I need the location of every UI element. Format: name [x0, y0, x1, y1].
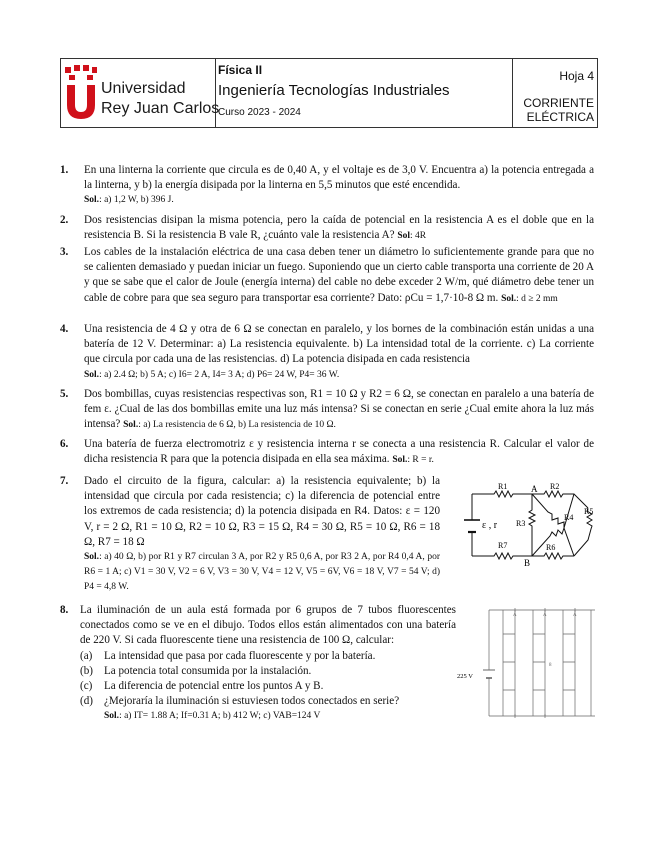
subquestion-a: (a) La intensidad que pasa por cada fluorescente y por la batería.	[80, 649, 376, 662]
problem-number: 8.	[60, 604, 69, 616]
svg-text:A: A	[573, 613, 577, 618]
circuit7-label-node-a: A	[531, 484, 538, 494]
solution: Sol.: a) 2.4 Ω; b) 5 A; c) I6= 2 A, I4= 3 A; d) P6= 24 W, P4= 36 W.	[84, 369, 340, 380]
solution: Sol: 4R	[397, 231, 427, 242]
degree-title: Ingeniería Tecnologías Industriales	[218, 82, 450, 99]
subquestion-c: (c) La diferencia de potencial entre los puntos A y B.	[80, 680, 324, 693]
problem-text: En una linterna la corriente que circula es de 0,40 A, y el voltaje es de 3,0 V. Encuentra a) la potencia entregada a la linterna, y b) la energía disipada por la linterna en 5,5 minutos que esté encendida.	[84, 164, 594, 192]
solution: Sol.: R = r.	[392, 455, 434, 466]
problem-text: Una resistencia de 4 Ω y otra de 6 Ω se conectan en paralelo, y los bornes de la combinación están unidas a una batería de 12 V. Determinar: a) La resistencia equivalente. b) La intensidad total de la corriente. c) La corriente que circula por cada una de las resistencias. d) La potencia disipada en cada resistencia	[84, 323, 594, 366]
topic-line1: CORRIENTE	[523, 96, 594, 110]
circuit7-label-emf: ε , r	[482, 520, 498, 531]
circuit-diagram-7	[452, 480, 598, 576]
circuit7-label-r6: R6	[546, 543, 556, 552]
circuit7-label-r7: R7	[498, 541, 508, 550]
course-year: Curso 2023 - 2024	[218, 107, 301, 118]
solution: Sol.: a) IT= 1.88 A; If=0.31 A; b) 412 W; c) VAB=124 V	[104, 711, 321, 722]
problem-text: Dos resistencias disipan la misma potencia, pero la caída de potencial en la resistencia A es el doble que en la resistencia B. Si la resistencia B vale R, ¿cuánto vale la resistencia A?	[84, 214, 594, 242]
problem-text: La iluminación de un aula está formada por 6 grupos de 7 tubos fluorescentes conectados como se ve en el dibujo. Todos ellos están alimentados con una batería de 220 V. Si cada fluorescente tiene una resistencia de 100 Ω, calcular:	[80, 604, 456, 647]
subquestion-d: (d) ¿Mejoraría la iluminación si estuviesen todos conectados en serie?	[80, 695, 400, 708]
circuit7-label-r3: R3	[516, 519, 526, 528]
circuit7-label-r2: R2	[550, 482, 560, 491]
topic-line2: ELÉCTRICA	[526, 110, 594, 124]
svg-text:A: A	[513, 613, 517, 618]
problem-number: 3.	[60, 246, 69, 258]
problem-text: Una batería de fuerza electromotriz ε y resistencia interna r se conecta a una resistencia R. Calcular el valor de dicha resistencia R para que la potencia disipada en ella sea máxima.	[84, 438, 594, 466]
circuit7-label-r1: R1	[498, 482, 508, 491]
problem-number: 5.	[60, 388, 69, 400]
university-name-line2: Rey Juan Carlos	[101, 100, 220, 117]
solution: Sol.: a) La resistencia de 6 Ω, b) La resistencia de 10 Ω.	[123, 420, 336, 431]
sheet-cell	[513, 59, 597, 127]
problem-number: 7.	[60, 475, 69, 487]
svg-text:8: 8	[549, 663, 552, 668]
solution: Sol.: d ≥ 2 mm	[501, 293, 558, 304]
subject-title: Física II	[218, 63, 263, 77]
university-name-line1: Universidad	[101, 80, 186, 97]
problem-text: Dos bombillas, cuyas resistencias respectivas son, R1 = 10 Ω y R2 = 6 Ω, se conectan en paralelo a una batería de fem ε. ¿Cual de las dos bombillas emite una luz más intensa? Si se conectan en serie ¿Cual emite ahora la luz más intensa?	[84, 388, 594, 431]
problem-text: Los cables de la instalación eléctrica de una casa deben tener un diámetro lo suficientemente grande para que no se calienten demasiado y puedan iniciar un fuego. Suponiendo que un cierto cable transporta una corriente de 20 A y que se sabe que el calor de Joule (energía interna) del cable no debe exceder 2 W/m, qué diámetro debe tener un cable de cobre para que sea seguro para transportar esa corriente? Dato: ρCu = 1,7·10-8 Ω m.	[84, 246, 594, 304]
battery-voltage-label: 225 V	[457, 673, 473, 680]
subject-cell	[216, 59, 513, 127]
circuit7-label-node-b: B	[524, 558, 531, 568]
subquestion-b: (b) La potencia total consumida por la instalación.	[80, 664, 312, 677]
problem-number: 4.	[60, 323, 69, 335]
solution: Sol.: a) 40 Ω, b) por R1 y R7 circulan 3 A, por R2 y R5 0,6 A, por R3 2 A, por R4 0,4 A, por R6 = 1 A; c) V1 = 30 V, V2 = 6 V, V3 = 30 V, V4 = 12 V, V5 = 6V, V6 = 18 V, V7 = 54 V; d) P4 = 4,8 W.	[84, 552, 440, 593]
circuit7-label-r5: R5	[584, 507, 594, 516]
university-logo-icon	[63, 65, 99, 121]
circuit-diagram-8	[455, 604, 599, 722]
problem-text: Dado el circuito de la figura, calcular: a) la resistencia equivalente; b) la intensidad que circula por cada resistencia; c) la diferencia de potencial entre los extremos de cada resistencia; d) la potencia disipada en R4. Datos: ε = 120 V, r = 2 Ω, R1 = 10 Ω, R2 = 10 Ω, R3 = 15 Ω, R4 = 30 Ω, R5 = 10 Ω, R6 = 18 Ω, R7 = 18 Ω	[84, 475, 440, 548]
problem-number: 1.	[60, 164, 69, 176]
problem-number: 2.	[60, 214, 69, 226]
sheet-number: Hoja 4	[559, 69, 594, 83]
circuit7-label-r4: R4	[564, 513, 574, 522]
solution: Sol.: a) 1,2 W, b) 396 J.	[84, 195, 174, 206]
svg-text:A: A	[543, 613, 547, 618]
logo-cell	[61, 59, 220, 127]
problem-number: 6.	[60, 438, 69, 450]
header-table	[60, 58, 598, 128]
